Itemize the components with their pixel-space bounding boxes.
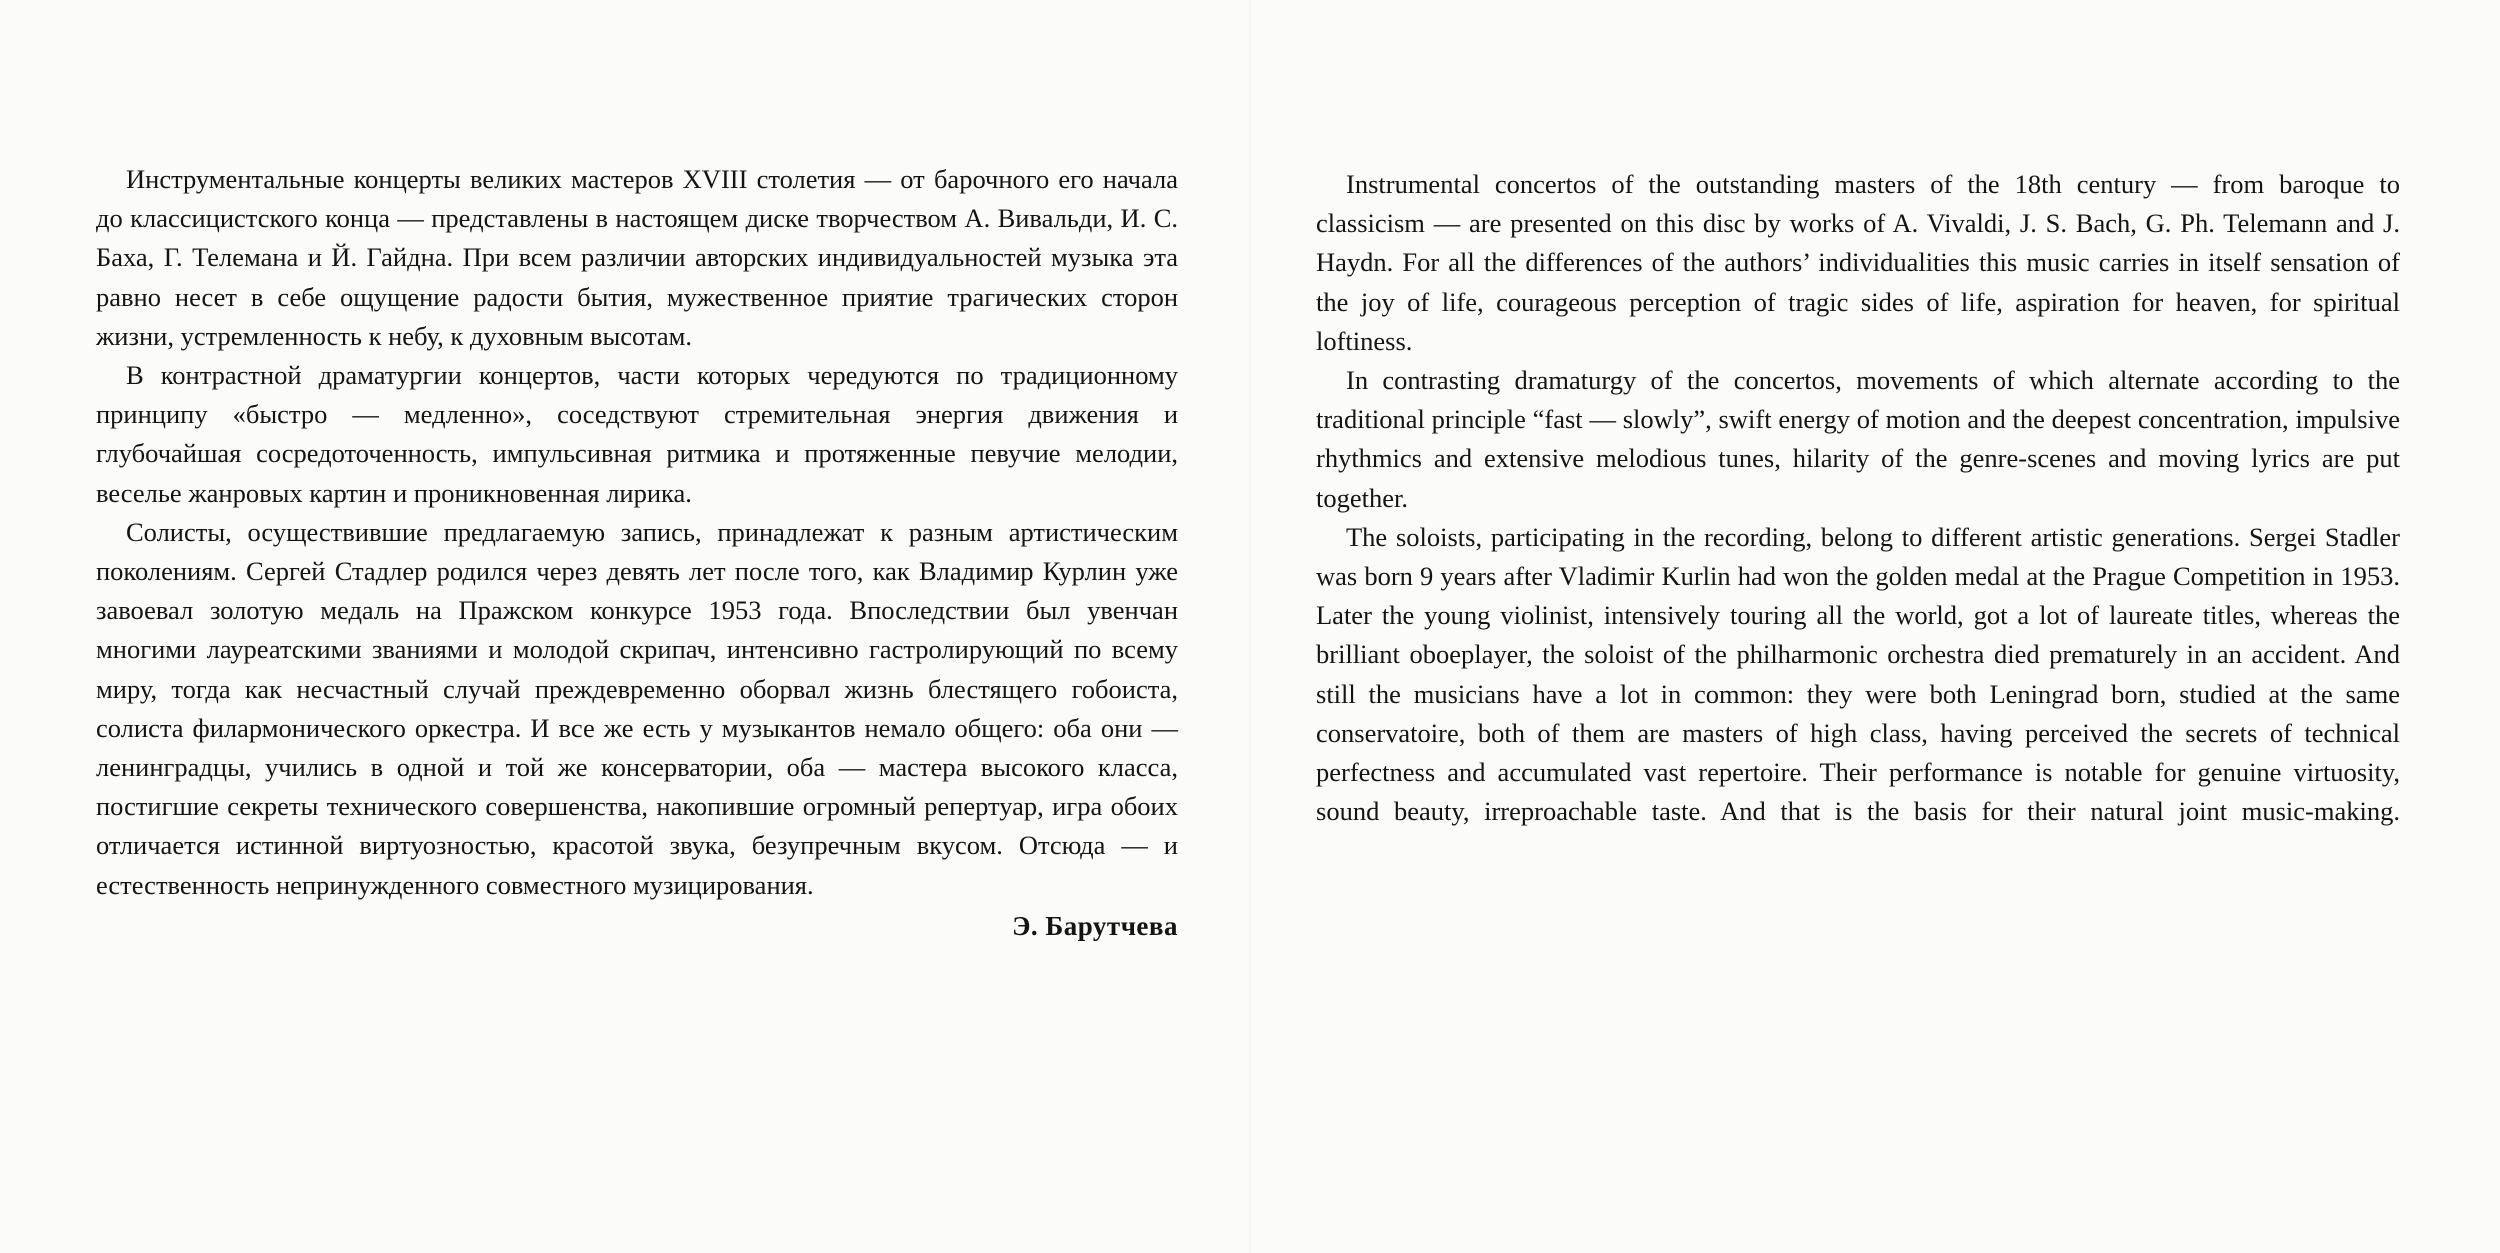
english-paragraph-1: Instrumental concertos of the outstanding masters of the 18th century — from baroque to classicism — are presented on this disc by works of A. Vivaldi, J. S. Bach, G. Ph. Telemann and J. Haydn. For all the differences of the authors’ individualities this music carries in itself sensation of the joy of life, courageous perception of tragic sides of life, aspiration for heaven, for spiritual loftiness. [1316, 169, 2400, 356]
russian-paragraph-2: В контрастной драматургии концертов, части которых чередуются по традиционному принципу «быстро — медленно», соседствуют стремительная энергия движения и глубочайшая сосредоточенность, импульсивная ритмика и протяженные певучие мелодии, веселье жанровых картин и проникновенная лирика. [96, 360, 1178, 508]
russian-paragraph-3: Солисты, осуществившие предлагаемую запись, принадлежат к разным артистическим поколениям. Сергей Стадлер родился через девять лет после того, как Владимир Курлин уже завоевал золотую медаль на Пражском конкурсе 1953 года. Впоследствии был увенчан многими лауреатскими званиями и молодой скрипач, интенсивно гастролирующий по всему миру, тогда как несчастный случай преждевременно оборвал жизнь блестящего гобоиста, солиста филармонического оркестра. И все же есть у музыкантов немало общего: оба они — ленинградцы, учились в одной и той же консерватории, оба — мастера высокого класса, постигшие секреты технического совершенства, накопившие огромный репертуар, игра обоих отличается истинной виртуозностью, красотой звука, безупречным вкусом. Отсюда — и естественность непринужденного совместного музицирования. [96, 516, 1178, 900]
russian-paragraph-1: Инструментальные концерты великих мастеров XVIII столетия — от барочного его начала до классицистского конца — представлены в настоящем диске творчеством А. Вивальди, И. С. Баха, Г. Телемана и Й. Гайдна. При всем различии авторских индивидуальностей музыка эта равно несет в себе ощущение радости бытия, мужественное приятие трагических сторон жизни, устремленность к небу, к духовным высотам. [96, 164, 1178, 351]
english-paragraph-2: In contrasting dramaturgy of the concertos, movements of which alternate according to the traditional principle “fast — slowly”, swift energy of motion and the deepest concentration, impulsive rhythmics and extensive melodious tunes, hilarity of the genre-scenes and moving lyrics are put together. [1316, 365, 2400, 513]
russian-text-column [96, 160, 1178, 946]
english-paragraph-3: The soloists, participating in the recording, belong to different artistic generations. Sergei Stadler was born 9 years after Vladimir Kurlin had won the golden medal at the Prague Competition in 1953. Later the young violinist, intensively touring all the world, got a lot of laureate titles, whereas the brilliant oboeplayer, the soloist of the philharmonic orchestra died prematurely in an accident. And still the musicians have a lot in common: they were both Leningrad born, studied at the same conservatoire, both of them are masters of high class, having perceived the secrets of technical perfectness and accumulated vast repertoire. Their performance is notable for genuine virtuosity, sound beauty, irreproachable taste. And that is the basis for their natural joint music-making. [1316, 521, 2400, 827]
center-fold [1249, 0, 1251, 1253]
english-text-column [1316, 165, 2400, 831]
author-signature: Э. Барутчева [1012, 910, 1178, 941]
